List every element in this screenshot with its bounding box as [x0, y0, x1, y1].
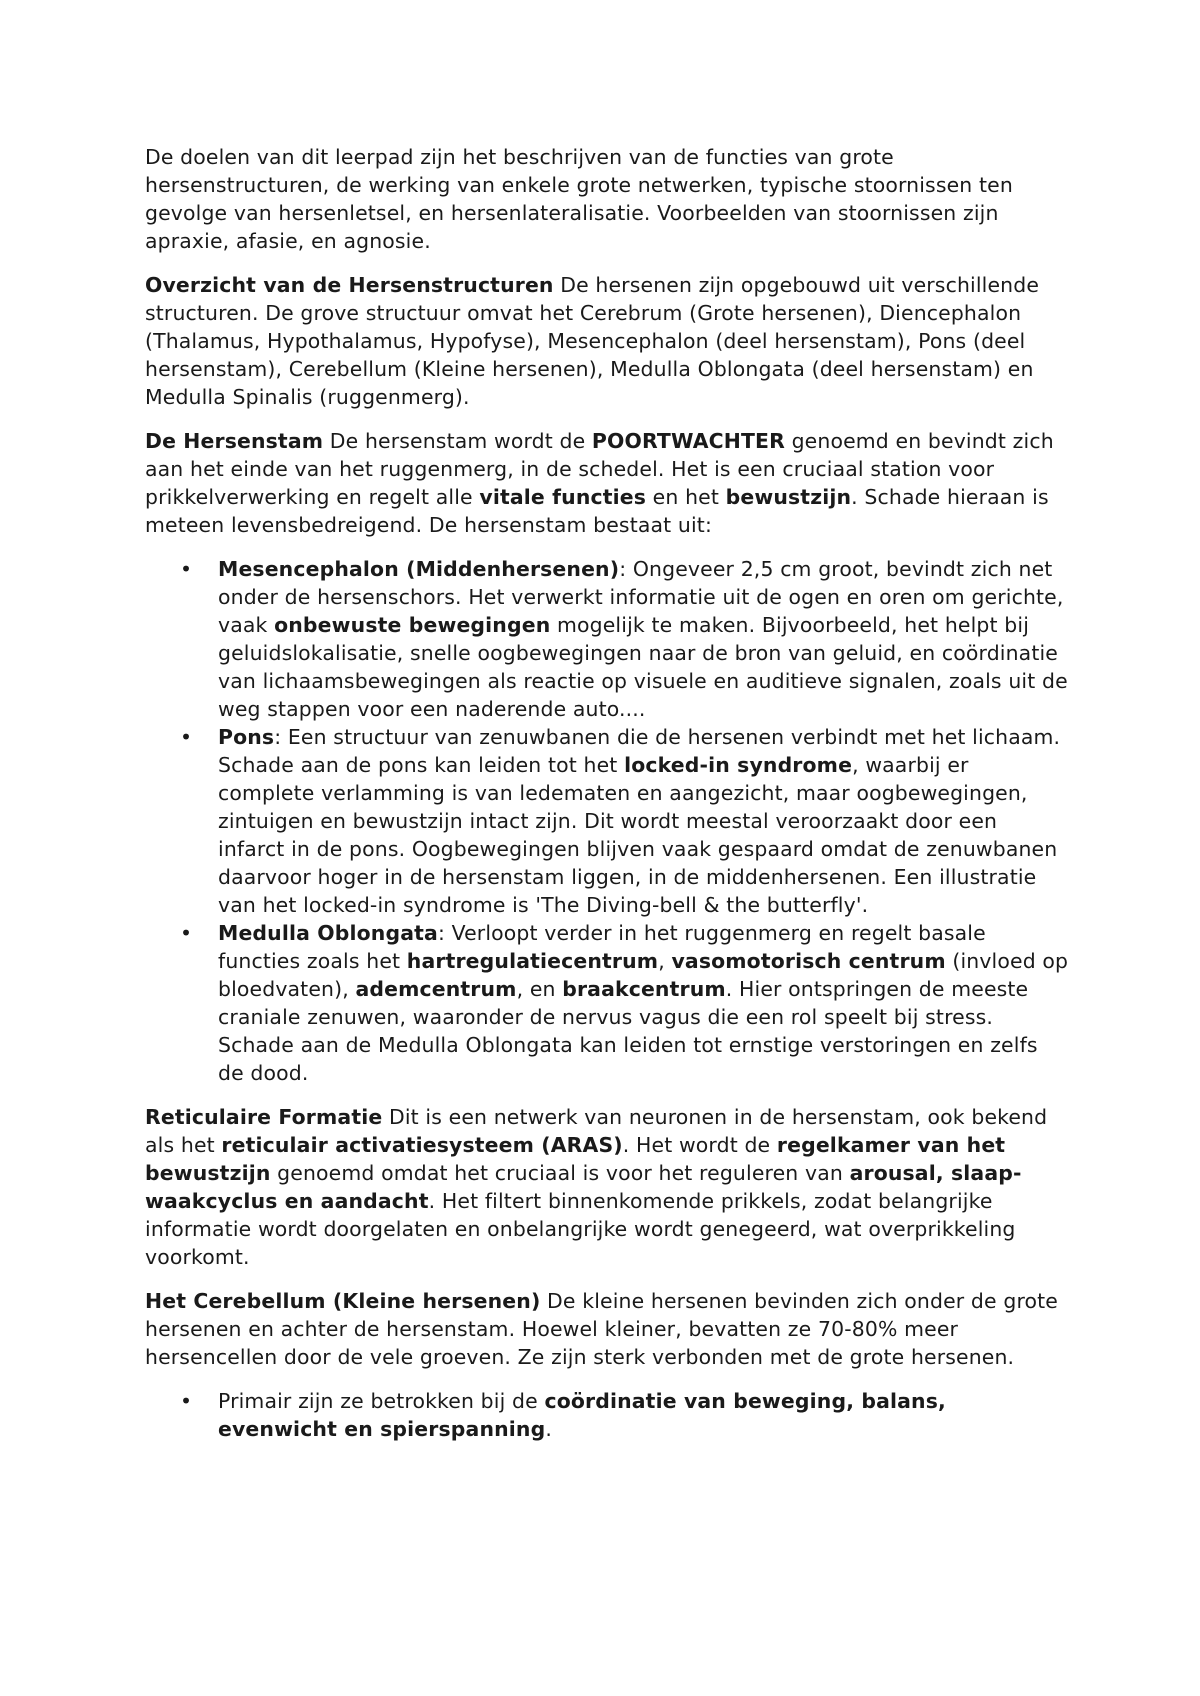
intro-paragraph	[145, 143, 1070, 255]
reticular-emphasis: regelkamer van het bewustzijn	[145, 1133, 1006, 1185]
list-item-text: . Hier ontspringen de meeste craniale zenuwen, waaronder de nervus vagus die een rol speelt bij stress. Schade aan de Medulla Oblongata kan leiden tot ernstige verstoringen en zelfs de dood.	[218, 977, 1038, 1085]
list-item-emphasis: ademcentrum	[355, 977, 517, 1001]
brainstem-heading: De Hersenstam	[145, 429, 324, 453]
reticular-text: . Het wordt de	[622, 1133, 777, 1157]
overview-heading: Overzicht van de Hersenstructuren	[145, 273, 554, 297]
list-item-emphasis: hartregulatiecentrum	[406, 949, 659, 973]
list-item-text: (invloed op bloedvaten),	[218, 949, 1069, 1001]
reticular-emphasis: arousal, slaap-waakcyclus en aandacht	[145, 1161, 1022, 1213]
intro-text: De doelen van dit leerpad zijn het beschrijven van de functies van grote hersenstructuren, de werking van enkele grote netwerken, typische stoornissen ten gevolge van hersenletsel, en hersenlateralisatie. Voorbeelden van stoornissen zijn apraxie, afasie, en agnosie.	[145, 145, 1013, 253]
list-item-emphasis: coördinatie van beweging, balans, evenwicht en spierspanning	[218, 1389, 946, 1441]
list-item-mesencephalon	[180, 555, 1070, 723]
reticular-text: . Het filtert binnenkomende prikkels, zodat belangrijke informatie wordt doorgelaten en onbelangrijke wordt genegeerd, wat overprikkeling voorkomt.	[145, 1189, 1016, 1269]
cerebellum-heading: Het Cerebellum (Kleine hersenen)	[145, 1289, 541, 1313]
reticular-emphasis: reticulair activatiesysteem (ARAS)	[221, 1133, 623, 1157]
brainstem-emphasis: vitale functies	[479, 485, 647, 509]
list-item-text: mogelijk te maken. Bijvoorbeeld, het helpt bij geluidslokalisatie, snelle oogbewegingen naar de bron van geluid, en coördinatie van lichaamsbewegingen als reactie op visuele en auditieve signalen, zoals uit de weg stappen voor een naderende auto....	[218, 613, 1068, 721]
list-item-text: ,	[658, 949, 672, 973]
list-item-text: Primair zijn ze betrokken bij de	[218, 1389, 545, 1413]
brainstem-text: genoemd en bevindt zich aan het einde van het ruggenmerg, in de schedel. Het is een cruciaal station voor prikkelverwerking en regelt alle	[145, 429, 1054, 509]
brainstem-emphasis: bewustzijn	[725, 485, 852, 509]
list-item-text: : Verloopt verder in het ruggenmerg en regelt basale functies zoals het	[218, 921, 986, 973]
bullet-icon: •	[180, 725, 193, 749]
cerebellum-text: De kleine hersenen bevinden zich onder de grote hersenen en achter de hersenstam. Hoewel kleiner, bevatten ze 70-80% meer hersencellen door de vele groeven. Ze zijn sterk verbonden met de grote hersenen.	[145, 1289, 1058, 1369]
list-item-emphasis: onbewuste bewegingen	[274, 613, 551, 637]
brainstem-emphasis: POORTWACHTER	[591, 429, 785, 453]
cerebellum-paragraph	[145, 1287, 1070, 1371]
list-item-term: Medulla Oblongata	[218, 921, 438, 945]
list-item-text: .	[545, 1417, 552, 1441]
list-item-text: , waarbij er complete verlamming is van ledematen en aangezicht, maar oogbewegingen, zintuigen en bewustzijn intact zijn. Dit wordt meestal veroorzaakt door een infarct in de pons. Oogbewegingen blijven vaak gespaard omdat de zenuwbanen daarvoor hoger in de hersenstam liggen, in de middenhersenen. Een illustratie van het locked-in syndrome is 'The Diving-bell & the butterfly'.	[218, 753, 1058, 917]
reticular-paragraph	[145, 1103, 1070, 1271]
list-item-medulla-oblongata	[180, 919, 1070, 1087]
list-item-coordination	[180, 1387, 1070, 1443]
list-item-text: : Een structuur van zenuwbanen die de hersenen verbindt met het lichaam. Schade aan de pons kan leiden tot het	[218, 725, 1061, 777]
bullet-icon: •	[180, 921, 193, 945]
cerebellum-list	[145, 1387, 1070, 1443]
bullet-icon: •	[180, 1389, 193, 1413]
list-item-emphasis: braakcentrum	[562, 977, 726, 1001]
brainstem-list	[145, 555, 1070, 1087]
list-item-pons	[180, 723, 1070, 919]
bullet-icon: •	[180, 557, 193, 581]
list-item-term: Mesencephalon (Middenhersenen)	[218, 557, 620, 581]
overview-text: De hersenen zijn opgebouwd uit verschillende structuren. De grove structuur omvat het Cerebrum (Grote hersenen), Diencephalon (Thalamus, Hypothalamus, Hypofyse), Mesencephalon (deel hersenstam), Pons (deel hersenstam), Cerebellum (Kleine hersenen), Medulla Oblongata (deel hersenstam) en Medulla Spinalis (ruggenmerg).	[145, 273, 1040, 409]
brainstem-text: De hersenstam wordt de	[323, 429, 592, 453]
list-item-text: , en	[516, 977, 563, 1001]
list-item-text: : Ongeveer 2,5 cm groot, bevindt zich net onder de hersenschors. Het verwerkt informatie uit de ogen en oren om gerichte, vaak	[218, 557, 1064, 637]
brainstem-text: en het	[646, 485, 726, 509]
brainstem-paragraph	[145, 427, 1070, 539]
list-item-term: Pons	[218, 725, 275, 749]
reticular-text: genoemd omdat het cruciaal is voor het reguleren van	[270, 1161, 850, 1185]
list-item-emphasis: vasomotorisch centrum	[671, 949, 946, 973]
list-item-emphasis: locked-in syndrome	[624, 753, 853, 777]
brainstem-text: . Schade hieraan is meteen levensbedreigend. De hersenstam bestaat uit:	[145, 485, 1049, 537]
overview-paragraph	[145, 271, 1070, 411]
reticular-text: Dit is een netwerk van neuronen in de hersenstam, ook bekend als het	[145, 1105, 1048, 1157]
reticular-heading: Reticulaire Formatie	[145, 1105, 383, 1129]
